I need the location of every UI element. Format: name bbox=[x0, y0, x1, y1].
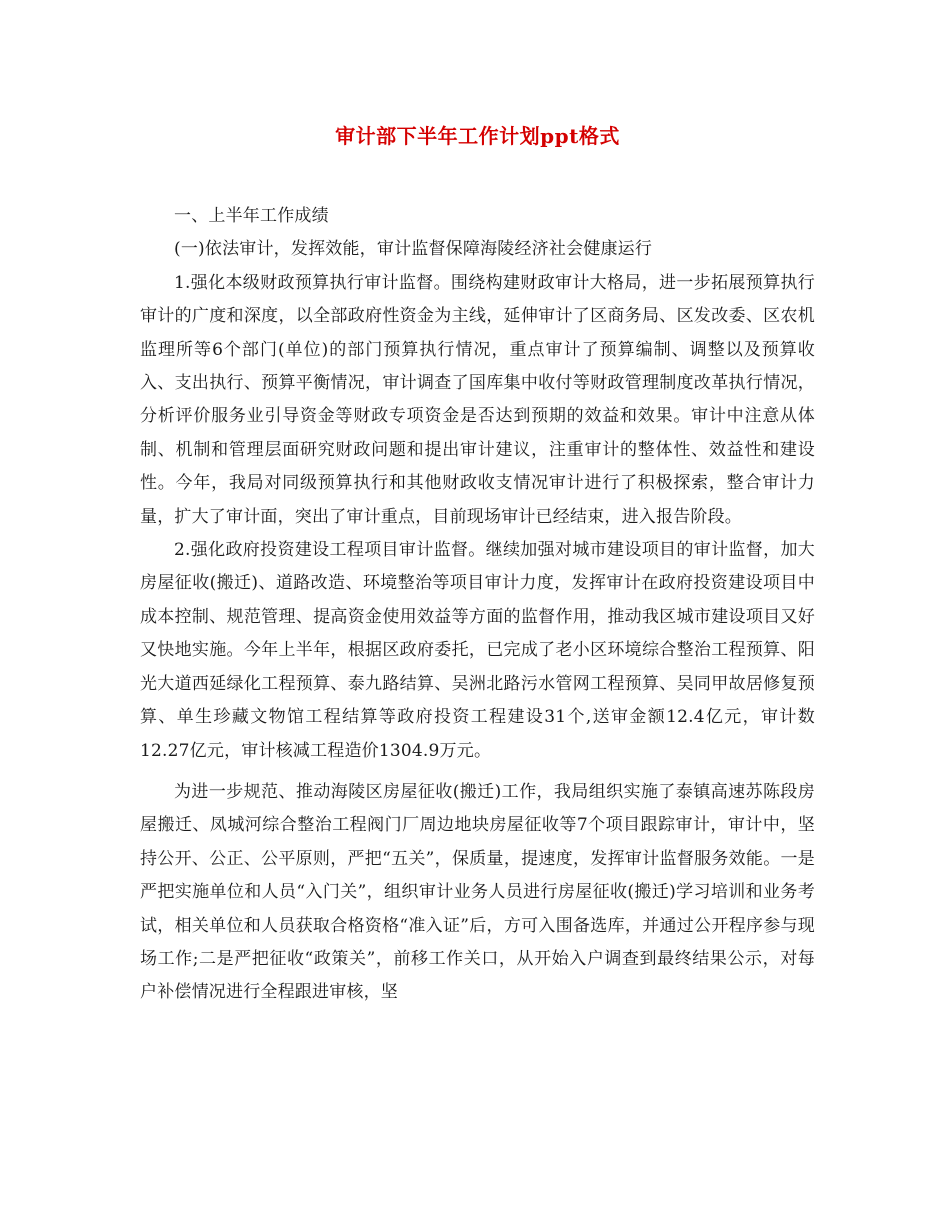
section-heading: 一、上半年工作成绩 bbox=[174, 206, 329, 226]
body-paragraph: 1.强化本级财政预算执行审计监督。围绕构建财政审计大格局，进一步拓展预算执行审计的广度和深度，以全部政府性资金为主线，延伸审计了区商务局、区发改委、区农机监理所等6个部门(单位)的部门预算执行情况，重点审计了预算编制、调整以及预算收入、支出执行、预算平衡情况，审计调查了国库集中收付等财政管理制度改革执行情况，分析评价服务业引导资金等财政专项资金是否达到预期的效益和效果。审计中注意从体制、机制和管理层面研究财政问题和提出审计建议，注重审计的整体性、效益性和建设性。今年，我局对同级预算执行和其他财政收支情况审计进行了积极探索，整合审计力量，扩大了审计面，突出了审计重点，目前现场审计已经结束，进入报告阶段。 bbox=[140, 272, 815, 527]
subsection-heading: (一)依法审计，发挥效能，审计监督保障海陵经济社会健康运行 bbox=[174, 239, 653, 260]
body-paragraph: 为进一步规范、推动海陵区房屋征收(搬迁)工作，我局组织实施了泰镇高速苏陈段房屋搬迁、凤城河综合整治工程阀门厂周边地块房屋征收等7个项目跟踪审计，审计中，坚持公开、公正、公平原则，严把“五关”，保质量，提速度，发挥审计监督服务效能。一是严把实施单位和人员“入门关”，组织审计业务人员进行房屋征收(搬迁)学习培训和业务考试，相关单位和人员获取合格资格“准入证”后，方可入围备选库，并通过公开程序参与现场工作;二是严把征收“政策关”，前移工作关口，从开始入户调查到最终结果公示，对每户补偿情况进行全程跟进审核，坚 bbox=[140, 781, 815, 1003]
document-title: 审计部下半年工作计划ppt格式 bbox=[335, 124, 620, 148]
body-paragraph: 2.强化政府投资建设工程项目审计监督。继续加强对城市建设项目的审计监督，加大房屋征收(搬迁)、道路改造、环境整治等项目审计力度，发挥审计在政府投资建设项目中成本控制、规范管理、提高资金使用效益等方面的监督作用，推动我区城市建设项目又好又快地实施。今年上半年，根据区政府委托，已完成了老小区环境综合整治工程预算、阳光大道西延绿化工程预算、泰九路结算、吴洲北路污水管网工程预算、吴同甲故居修复预算、单生珍藏文物馆工程结算等政府投资工程建设31个,送审金额12.4亿元，审计数12.27亿元，审计核减工程造价1304.9万元。 bbox=[140, 540, 815, 761]
